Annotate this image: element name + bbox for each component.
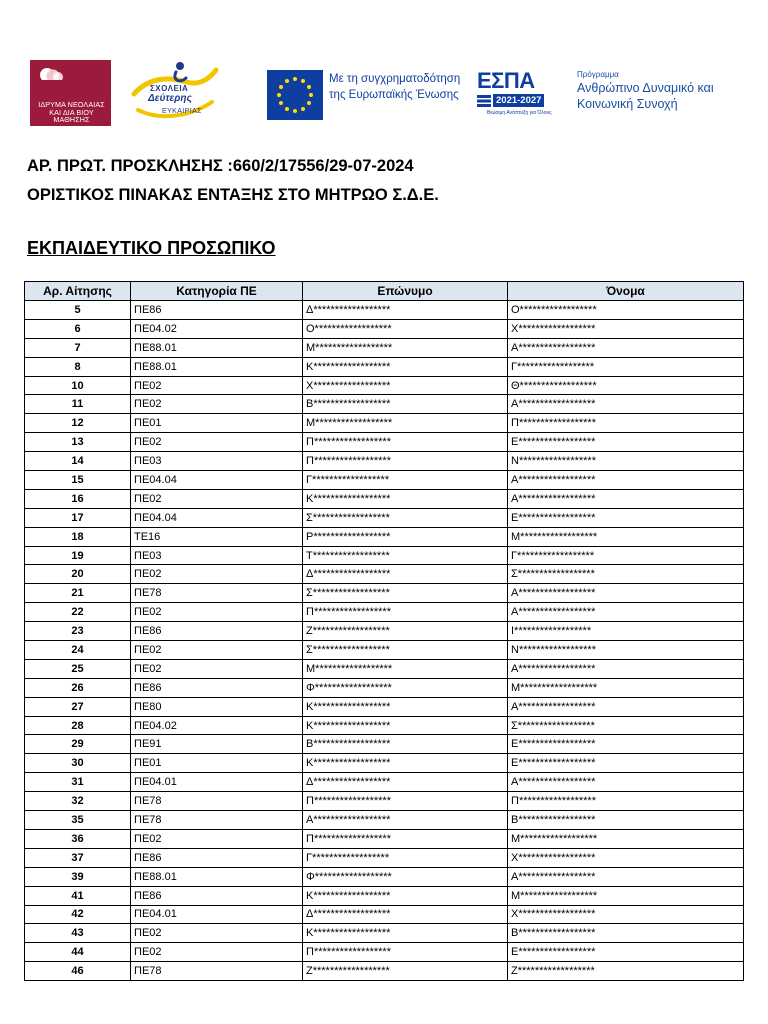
cell-category: ΠΕ04.02 bbox=[131, 319, 303, 338]
cell-name: Ε****************** bbox=[508, 754, 744, 773]
cell-surname: Κ****************** bbox=[303, 924, 508, 943]
cell-category: ΠΕ03 bbox=[131, 452, 303, 471]
cell-name: Β****************** bbox=[508, 811, 744, 830]
cell-surname: Τ****************** bbox=[303, 546, 508, 565]
cell-surname: Γ****************** bbox=[303, 471, 508, 490]
cell-application-no: 32 bbox=[25, 792, 131, 811]
cell-category: ΠΕ02 bbox=[131, 395, 303, 414]
cell-application-no: 19 bbox=[25, 546, 131, 565]
cell-surname: Σ****************** bbox=[303, 641, 508, 660]
sde-logo-line1: ΣΧΟΛΕΙΑ bbox=[150, 84, 189, 93]
cell-name: Π****************** bbox=[508, 414, 744, 433]
table-row bbox=[25, 754, 744, 773]
cell-category: ΠΕ04.04 bbox=[131, 471, 303, 490]
cell-category: ΠΕ02 bbox=[131, 603, 303, 622]
table-row bbox=[25, 622, 744, 641]
program-logo bbox=[577, 70, 737, 112]
cell-category: ΤΕ16 bbox=[131, 527, 303, 546]
cell-application-no: 20 bbox=[25, 565, 131, 584]
cell-surname: Φ****************** bbox=[303, 678, 508, 697]
cell-category: ΠΕ88.01 bbox=[131, 357, 303, 376]
cell-name: Ε****************** bbox=[508, 943, 744, 962]
cell-application-no: 26 bbox=[25, 678, 131, 697]
table-row bbox=[25, 735, 744, 754]
table-row bbox=[25, 527, 744, 546]
cell-application-no: 46 bbox=[25, 962, 131, 981]
cell-surname: Σ****************** bbox=[303, 584, 508, 603]
cell-application-no: 39 bbox=[25, 867, 131, 886]
table-header-row bbox=[25, 282, 744, 301]
cell-category: ΠΕ02 bbox=[131, 565, 303, 584]
inedivim-logo bbox=[30, 60, 111, 126]
document-title: ΟΡΙΣΤΙΚΟΣ ΠΙΝΑΚΑΣ ΕΝΤΑΞΗΣ ΣΤΟ ΜΗΤΡΩΟ Σ.Δ.Ε. bbox=[27, 186, 439, 204]
cell-surname: Σ****************** bbox=[303, 508, 508, 527]
cell-application-no: 5 bbox=[25, 301, 131, 320]
cell-surname: Κ****************** bbox=[303, 489, 508, 508]
cell-category: ΠΕ86 bbox=[131, 678, 303, 697]
cell-surname: Π****************** bbox=[303, 829, 508, 848]
cell-name: Ν****************** bbox=[508, 452, 744, 471]
cell-application-no: 12 bbox=[25, 414, 131, 433]
cell-application-no: 44 bbox=[25, 943, 131, 962]
heads-logo-icon bbox=[38, 66, 64, 88]
cell-surname: Ζ****************** bbox=[303, 622, 508, 641]
cell-category: ΠΕ78 bbox=[131, 811, 303, 830]
cell-application-no: 22 bbox=[25, 603, 131, 622]
table-row bbox=[25, 376, 744, 395]
table-row bbox=[25, 924, 744, 943]
table-row bbox=[25, 338, 744, 357]
cell-surname: Μ****************** bbox=[303, 414, 508, 433]
cell-name: Α****************** bbox=[508, 338, 744, 357]
table-row bbox=[25, 584, 744, 603]
eu-cofunding-text bbox=[329, 71, 469, 103]
cell-category: ΠΕ04.04 bbox=[131, 508, 303, 527]
eu-flag-logo bbox=[267, 70, 323, 120]
cell-surname: Φ****************** bbox=[303, 867, 508, 886]
cell-application-no: 10 bbox=[25, 376, 131, 395]
sde-logo-line3: ΕΥΚΑΙΡΙΑΣ bbox=[162, 108, 202, 115]
cell-surname: Μ****************** bbox=[303, 338, 508, 357]
table-row bbox=[25, 678, 744, 697]
table-row bbox=[25, 886, 744, 905]
cell-application-no: 27 bbox=[25, 697, 131, 716]
program-name-line1: Ανθρώπινο Δυναμικό και bbox=[577, 81, 714, 95]
cell-category: ΠΕ02 bbox=[131, 659, 303, 678]
cell-name: Θ****************** bbox=[508, 376, 744, 395]
cell-application-no: 42 bbox=[25, 905, 131, 924]
table-row bbox=[25, 395, 744, 414]
table-row bbox=[25, 546, 744, 565]
sde-logo-line2: Δεύτερης bbox=[148, 93, 192, 104]
cell-name: Α****************** bbox=[508, 697, 744, 716]
espa-years: 2021-2027 bbox=[493, 94, 544, 107]
cell-category: ΠΕ04.01 bbox=[131, 773, 303, 792]
cell-name: Μ****************** bbox=[508, 527, 744, 546]
cell-name: Π****************** bbox=[508, 792, 744, 811]
cell-name: Ε****************** bbox=[508, 433, 744, 452]
cell-category: ΠΕ88.01 bbox=[131, 338, 303, 357]
cell-category: ΠΕ78 bbox=[131, 584, 303, 603]
cell-application-no: 17 bbox=[25, 508, 131, 527]
espa-logo bbox=[473, 68, 565, 120]
cell-surname: Β****************** bbox=[303, 735, 508, 754]
cell-application-no: 24 bbox=[25, 641, 131, 660]
cell-name: Α****************** bbox=[508, 603, 744, 622]
cell-application-no: 6 bbox=[25, 319, 131, 338]
cell-category: ΠΕ02 bbox=[131, 433, 303, 452]
cell-surname: Ο****************** bbox=[303, 319, 508, 338]
sde-logo bbox=[128, 58, 222, 124]
table-row bbox=[25, 357, 744, 376]
cell-surname: Κ****************** bbox=[303, 886, 508, 905]
cell-name: Μ****************** bbox=[508, 829, 744, 848]
cell-surname: Π****************** bbox=[303, 792, 508, 811]
cell-name: Μ****************** bbox=[508, 886, 744, 905]
table-row bbox=[25, 603, 744, 622]
cell-name: Ν****************** bbox=[508, 641, 744, 660]
cell-name: Σ****************** bbox=[508, 716, 744, 735]
cell-application-no: 16 bbox=[25, 489, 131, 508]
col-header-category: Κατηγορία ΠΕ bbox=[131, 282, 303, 301]
eu-text-line1: Με τη συγχρηματοδότηση bbox=[329, 73, 461, 85]
col-header-name: Όνομα bbox=[508, 282, 744, 301]
cell-surname: Κ****************** bbox=[303, 754, 508, 773]
cell-name: Χ****************** bbox=[508, 319, 744, 338]
cell-application-no: 31 bbox=[25, 773, 131, 792]
table-row bbox=[25, 829, 744, 848]
cell-application-no: 37 bbox=[25, 848, 131, 867]
cell-category: ΠΕ02 bbox=[131, 943, 303, 962]
cell-surname: Δ****************** bbox=[303, 565, 508, 584]
table-row bbox=[25, 414, 744, 433]
section-title: ΕΚΠΑΙΔΕΥΤΙΚΟ ΠΡΟΣΩΠΙΚΟ bbox=[27, 238, 276, 258]
cell-application-no: 25 bbox=[25, 659, 131, 678]
cell-application-no: 23 bbox=[25, 622, 131, 641]
cell-name: Ε****************** bbox=[508, 508, 744, 527]
cell-application-no: 18 bbox=[25, 527, 131, 546]
inedivim-logo-text: ΙΔΡΥΜΑ ΝΕΟΛΑΙΑΣ ΚΑΙ ΔΙΑ ΒΙΟΥ ΜΑΘΗΣΗΣ bbox=[38, 100, 105, 125]
cell-category: ΠΕ02 bbox=[131, 376, 303, 395]
table-row bbox=[25, 433, 744, 452]
cell-category: ΠΕ80 bbox=[131, 697, 303, 716]
cell-category: ΠΕ86 bbox=[131, 848, 303, 867]
cell-category: ΠΕ91 bbox=[131, 735, 303, 754]
table-row bbox=[25, 641, 744, 660]
cell-name: Α****************** bbox=[508, 489, 744, 508]
cell-application-no: 30 bbox=[25, 754, 131, 773]
cell-name: Σ****************** bbox=[508, 565, 744, 584]
cell-application-no: 29 bbox=[25, 735, 131, 754]
table-row bbox=[25, 716, 744, 735]
cell-surname: Γ****************** bbox=[303, 848, 508, 867]
cell-name: Α****************** bbox=[508, 773, 744, 792]
table-row bbox=[25, 565, 744, 584]
cell-category: ΠΕ86 bbox=[131, 622, 303, 641]
cell-application-no: 15 bbox=[25, 471, 131, 490]
cell-category: ΠΕ88.01 bbox=[131, 867, 303, 886]
cell-category: ΠΕ04.02 bbox=[131, 716, 303, 735]
cell-application-no: 8 bbox=[25, 357, 131, 376]
cell-application-no: 41 bbox=[25, 886, 131, 905]
cell-category: ΠΕ01 bbox=[131, 754, 303, 773]
table-row bbox=[25, 319, 744, 338]
cell-surname: Π****************** bbox=[303, 943, 508, 962]
cell-application-no: 14 bbox=[25, 452, 131, 471]
cell-category: ΠΕ02 bbox=[131, 924, 303, 943]
table-row bbox=[25, 508, 744, 527]
cell-surname: Ζ****************** bbox=[303, 962, 508, 981]
espa-bars-icon bbox=[477, 95, 491, 107]
cell-category: ΠΕ78 bbox=[131, 962, 303, 981]
table-row bbox=[25, 905, 744, 924]
table-row bbox=[25, 811, 744, 830]
cell-surname: Μ****************** bbox=[303, 659, 508, 678]
cell-name: Μ****************** bbox=[508, 678, 744, 697]
cell-name: Α****************** bbox=[508, 584, 744, 603]
cell-surname: Π****************** bbox=[303, 452, 508, 471]
cell-category: ΠΕ02 bbox=[131, 641, 303, 660]
cell-category: ΠΕ02 bbox=[131, 489, 303, 508]
cell-application-no: 13 bbox=[25, 433, 131, 452]
table-row bbox=[25, 697, 744, 716]
table-row bbox=[25, 301, 744, 320]
cell-surname: Κ****************** bbox=[303, 716, 508, 735]
cell-category: ΠΕ04.01 bbox=[131, 905, 303, 924]
cell-surname: Α****************** bbox=[303, 811, 508, 830]
cell-name: Α****************** bbox=[508, 659, 744, 678]
cell-category: ΠΕ86 bbox=[131, 301, 303, 320]
espa-title: ΕΣΠΑ bbox=[477, 68, 535, 93]
eu-text-line2: της Ευρωπαϊκής Ένωσης bbox=[329, 89, 459, 101]
registry-table bbox=[24, 281, 744, 981]
table-row bbox=[25, 792, 744, 811]
cell-application-no: 21 bbox=[25, 584, 131, 603]
cell-surname: Κ****************** bbox=[303, 357, 508, 376]
cell-application-no: 28 bbox=[25, 716, 131, 735]
cell-application-no: 43 bbox=[25, 924, 131, 943]
cell-application-no: 11 bbox=[25, 395, 131, 414]
table-row bbox=[25, 471, 744, 490]
cell-name: Α****************** bbox=[508, 867, 744, 886]
cell-surname: Π****************** bbox=[303, 433, 508, 452]
cell-category: ΠΕ02 bbox=[131, 829, 303, 848]
cell-name: Ο****************** bbox=[508, 301, 744, 320]
cell-surname: Π****************** bbox=[303, 603, 508, 622]
cell-surname: Κ****************** bbox=[303, 697, 508, 716]
cell-surname: Χ****************** bbox=[303, 376, 508, 395]
table-row bbox=[25, 867, 744, 886]
cell-name: Ε****************** bbox=[508, 735, 744, 754]
cell-name: Γ****************** bbox=[508, 357, 744, 376]
cell-name: Β****************** bbox=[508, 924, 744, 943]
table-row bbox=[25, 943, 744, 962]
cell-application-no: 35 bbox=[25, 811, 131, 830]
cell-surname: Β****************** bbox=[303, 395, 508, 414]
program-label: Πρόγραμμα bbox=[577, 70, 619, 79]
table-row bbox=[25, 452, 744, 471]
cell-surname: Δ****************** bbox=[303, 301, 508, 320]
cell-name: Ζ****************** bbox=[508, 962, 744, 981]
cell-category: ΠΕ78 bbox=[131, 792, 303, 811]
cell-category: ΠΕ86 bbox=[131, 886, 303, 905]
col-header-application-no: Αρ. Αίτησης bbox=[25, 282, 131, 301]
table-row bbox=[25, 659, 744, 678]
cell-category: ΠΕ03 bbox=[131, 546, 303, 565]
table-row bbox=[25, 773, 744, 792]
cell-surname: Δ****************** bbox=[303, 773, 508, 792]
cell-category: ΠΕ01 bbox=[131, 414, 303, 433]
cell-name: Ι****************** bbox=[508, 622, 744, 641]
espa-tagline: Βιώσιμη Ανάπτυξη για Όλους bbox=[487, 110, 552, 116]
cell-name: Γ****************** bbox=[508, 546, 744, 565]
cell-name: Χ****************** bbox=[508, 905, 744, 924]
cell-application-no: 36 bbox=[25, 829, 131, 848]
cell-surname: Ρ****************** bbox=[303, 527, 508, 546]
cell-name: Α****************** bbox=[508, 471, 744, 490]
program-name-line2: Κοινωνική Συνοχή bbox=[577, 97, 678, 111]
eu-stars-icon bbox=[267, 70, 323, 120]
invitation-reference: ΑΡ. ΠΡΩΤ. ΠΡΟΣΚΛΗΣΗΣ :660/2/17556/29-07-2024 bbox=[27, 157, 414, 175]
cell-name: Χ****************** bbox=[508, 848, 744, 867]
table-row bbox=[25, 848, 744, 867]
col-header-surname: Επώνυμο bbox=[303, 282, 508, 301]
table-row bbox=[25, 962, 744, 981]
cell-name: Α****************** bbox=[508, 395, 744, 414]
cell-surname: Δ****************** bbox=[303, 905, 508, 924]
table-row bbox=[25, 489, 744, 508]
logo-band bbox=[30, 58, 730, 128]
cell-application-no: 7 bbox=[25, 338, 131, 357]
